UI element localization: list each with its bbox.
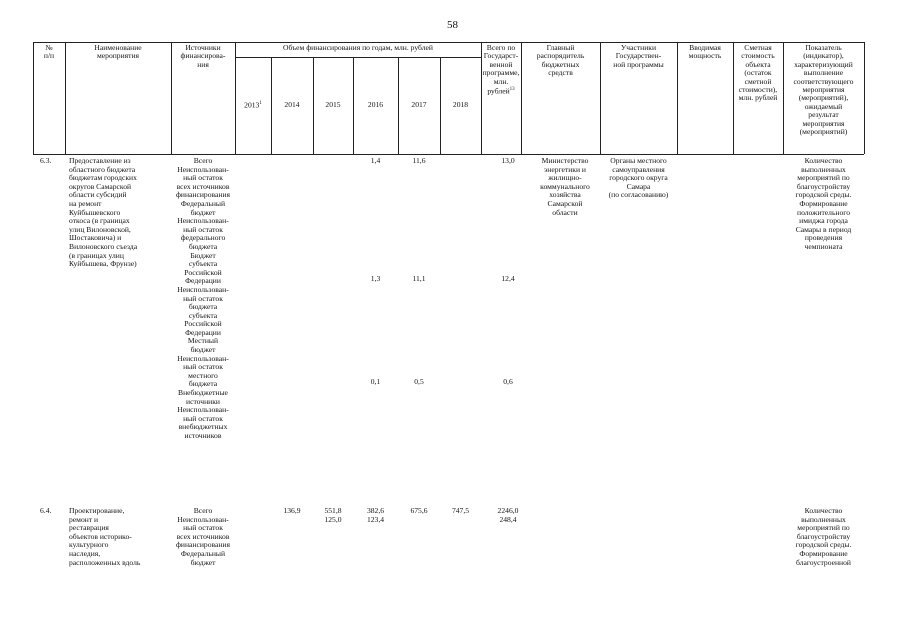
- row-6-3-indicator: Количество выполненных мероприятий по благоустройству городской среды. Формирование положительного имиджа города Самары в период проведения чемпионата: [795, 156, 852, 251]
- row-6-4-indicator: Количество выполненных мероприятий по благоустройству городской среды. Формирование благоустроенной: [795, 506, 852, 567]
- header-capacity: Вводимая мощность: [688, 43, 722, 61]
- row-6-4-total-sum: 2246,0: [497, 506, 519, 515]
- row-6-3-total-2017: 11,6: [412, 156, 426, 165]
- row-6-3-number: 6.3.: [40, 156, 52, 165]
- header-sources: Источники финансирова- ния: [180, 43, 226, 69]
- row-6-4-total-2017: 675,6: [410, 506, 428, 515]
- header-year-2017: 2017: [411, 100, 427, 109]
- row-6-4-total-2016: 382,6: [366, 506, 385, 515]
- row-6-4-rest-sum: 248,4: [499, 515, 517, 524]
- header-year-2014: 2014: [284, 100, 300, 109]
- header-estimate: Сметная стоимость объекта (остаток сметной стоимости), млн. рублей: [738, 43, 778, 103]
- row-6-3-local-2017: 0,5: [414, 377, 424, 386]
- header-num: № п/п: [43, 43, 55, 61]
- row-6-3-region-sum: 12,4: [501, 274, 515, 283]
- row-6-3-local-sum: 0,6: [503, 377, 513, 386]
- row-6-4-rest-2016: 123,4: [366, 515, 385, 524]
- header-indicator: Показатель (индикатор), характеризующий выполнение соответствующего мероприятия (мероприятий), ожидаемый результат мероприятия (мероприятий): [793, 43, 854, 137]
- header-manager: Главный распорядитель бюджетных средств: [536, 43, 585, 78]
- header-year-2016: 2016: [367, 100, 384, 109]
- row-6-4-rest-2015: 125,0: [324, 515, 342, 524]
- row-6-3-sources: Всего Неиспользован- ный остаток всех источников финансирования Федеральный бюджет Неиспользован- ный остаток федерального бюджета Бюджет субъекта Российской Федерации Неиспользован- ный остаток бюджета субъекта Российской Федерации Местный бюджет Неиспользован- ный остаток местного бюджета Внебюджетные источники Неиспользован- ный остаток внебюджетных источников: [176, 156, 230, 440]
- row-6-3-region-2016: 1,3: [370, 274, 381, 283]
- header-year-2015: 2015: [325, 100, 341, 109]
- row-6-3-local-2016: 0,1: [370, 377, 381, 386]
- row-6-4-sources: Всего Неиспользован- ный остаток всех источников финансирования Федеральный бюджет: [176, 506, 230, 567]
- row-6-4-total-2014: 136,9: [283, 506, 301, 515]
- page-number: 58: [447, 19, 458, 31]
- row-6-3-region-2017: 11,1: [412, 274, 426, 283]
- row-6-4-total-2018: 747,5: [451, 506, 470, 515]
- row-6-3-participants: Органы местного самоуправления городского округа Самара (по согласованию): [608, 156, 669, 200]
- header-participants: Участники Государствен- ной программы: [613, 43, 664, 69]
- row-6-3-total-2016: 1,4: [370, 156, 381, 165]
- row-6-3-name: Предоставление из областного бюджета бюджетам городских округов Самарской области субсидий на ремонт Куйбышевского откоса (в границах улиц Вилоновской, Шостаковича) и Вилоновского съезда (в границах улиц Куйбышева, Фрунзе): [69, 156, 138, 269]
- row-6-4-name: Проектирование, ремонт и реставрация объектов историко- культурного наследия, расположенных вдоль: [69, 506, 141, 567]
- row-6-4-number: 6.4.: [40, 506, 52, 515]
- header-year-2013: 2013$^1$: [244, 100, 262, 110]
- row-6-4-total-2015: 551,8: [324, 506, 342, 515]
- row-6-3-manager: Министерство энергетики и жилищно- коммунального хозяйства Самарской области: [540, 156, 590, 217]
- header-volume: Объем финансирования по годам, млн. рублей: [283, 43, 433, 52]
- header-name: Наименование мероприятия: [94, 43, 142, 61]
- row-6-3-total-sum: 13,0: [501, 156, 515, 165]
- header-year-2018: 2018: [452, 100, 469, 109]
- header-total: Всего по Государст- венной программе, млн. рублей$^{13}$: [482, 43, 520, 96]
